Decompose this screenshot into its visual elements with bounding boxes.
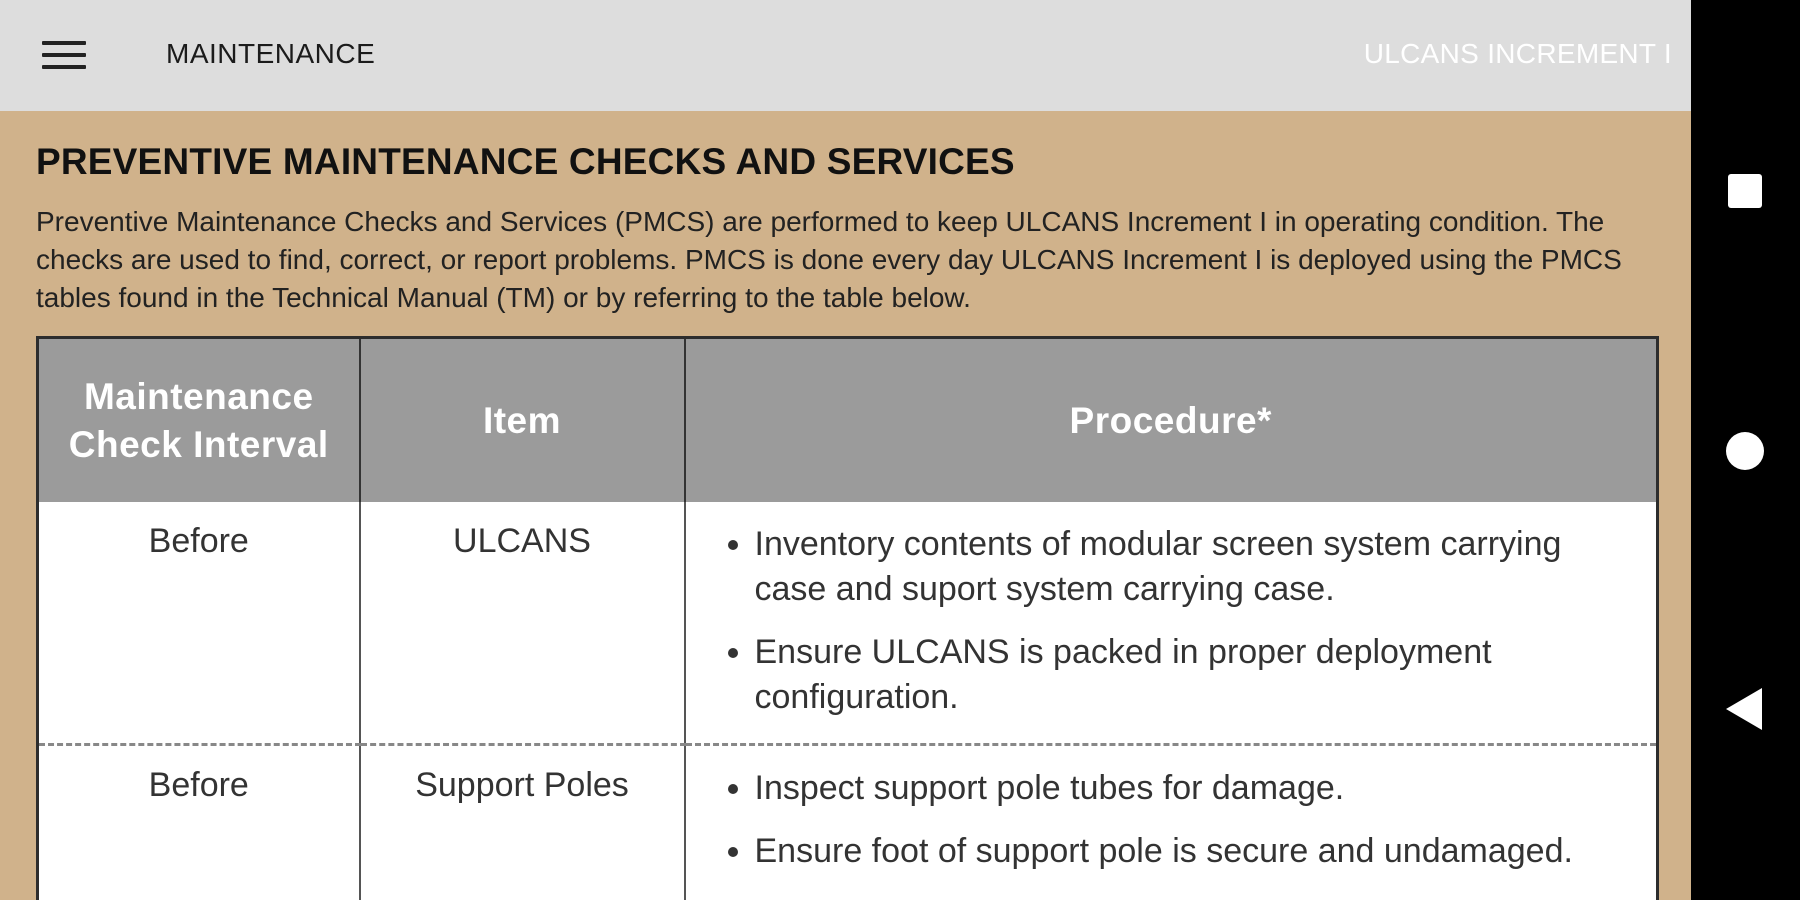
header-interval: Maintenance Check Interval [38, 338, 360, 503]
cell-procedure [685, 745, 1658, 900]
app-bar-subtitle: ULCANS INCREMENT I [1363, 38, 1672, 69]
menu-line [42, 53, 86, 57]
procedure-item: • Ensure foot of support pole is secure and undamaged. [755, 829, 1626, 874]
circle-home-icon[interactable] [1726, 432, 1764, 470]
page-title: PREVENTIVE MAINTENANCE CHECKS AND SERVICES [36, 141, 1015, 182]
cell-interval: Before [38, 745, 360, 900]
procedure-list [687, 522, 1656, 720]
menu-line [42, 65, 86, 69]
procedure-item: • Inspect support pole tubes for damage. [755, 766, 1626, 811]
app-bar-title: MAINTENANCE [166, 38, 376, 69]
header-item: Item [360, 338, 685, 503]
procedure-list [687, 766, 1656, 874]
header-procedure: Procedure* [685, 338, 1658, 503]
menu-line [42, 41, 86, 45]
triangle-back-icon[interactable] [1726, 688, 1762, 730]
cell-interval: Before [38, 502, 360, 745]
app-bar [0, 0, 1691, 111]
table-row [38, 745, 1658, 900]
cell-item: ULCANS [360, 502, 685, 745]
intro-paragraph: Preventive Maintenance Checks and Services (PMCS) are performed to keep ULCANS Increment I in operating condition. The checks are used to find, correct, or report problems. PMCS is done every day ULCANS Increment I is deployed using the PMCS tables found in the Technical Manual (TM) or by referring to the table below. [36, 206, 1622, 313]
cell-item: Support Poles [360, 745, 685, 900]
page-content [36, 111, 1656, 317]
procedure-item: • Inventory contents of modular screen system carrying case and suport system carrying case. [755, 522, 1626, 612]
square-recents-icon[interactable] [1728, 174, 1762, 208]
table-row [38, 502, 1658, 745]
hamburger-menu-icon[interactable] [36, 30, 92, 80]
procedure-item: • Ensure ULCANS is packed in proper deployment configuration. [755, 630, 1626, 720]
pmcs-table [36, 336, 1659, 900]
table-header-row [38, 338, 1658, 503]
cell-procedure [685, 502, 1658, 745]
